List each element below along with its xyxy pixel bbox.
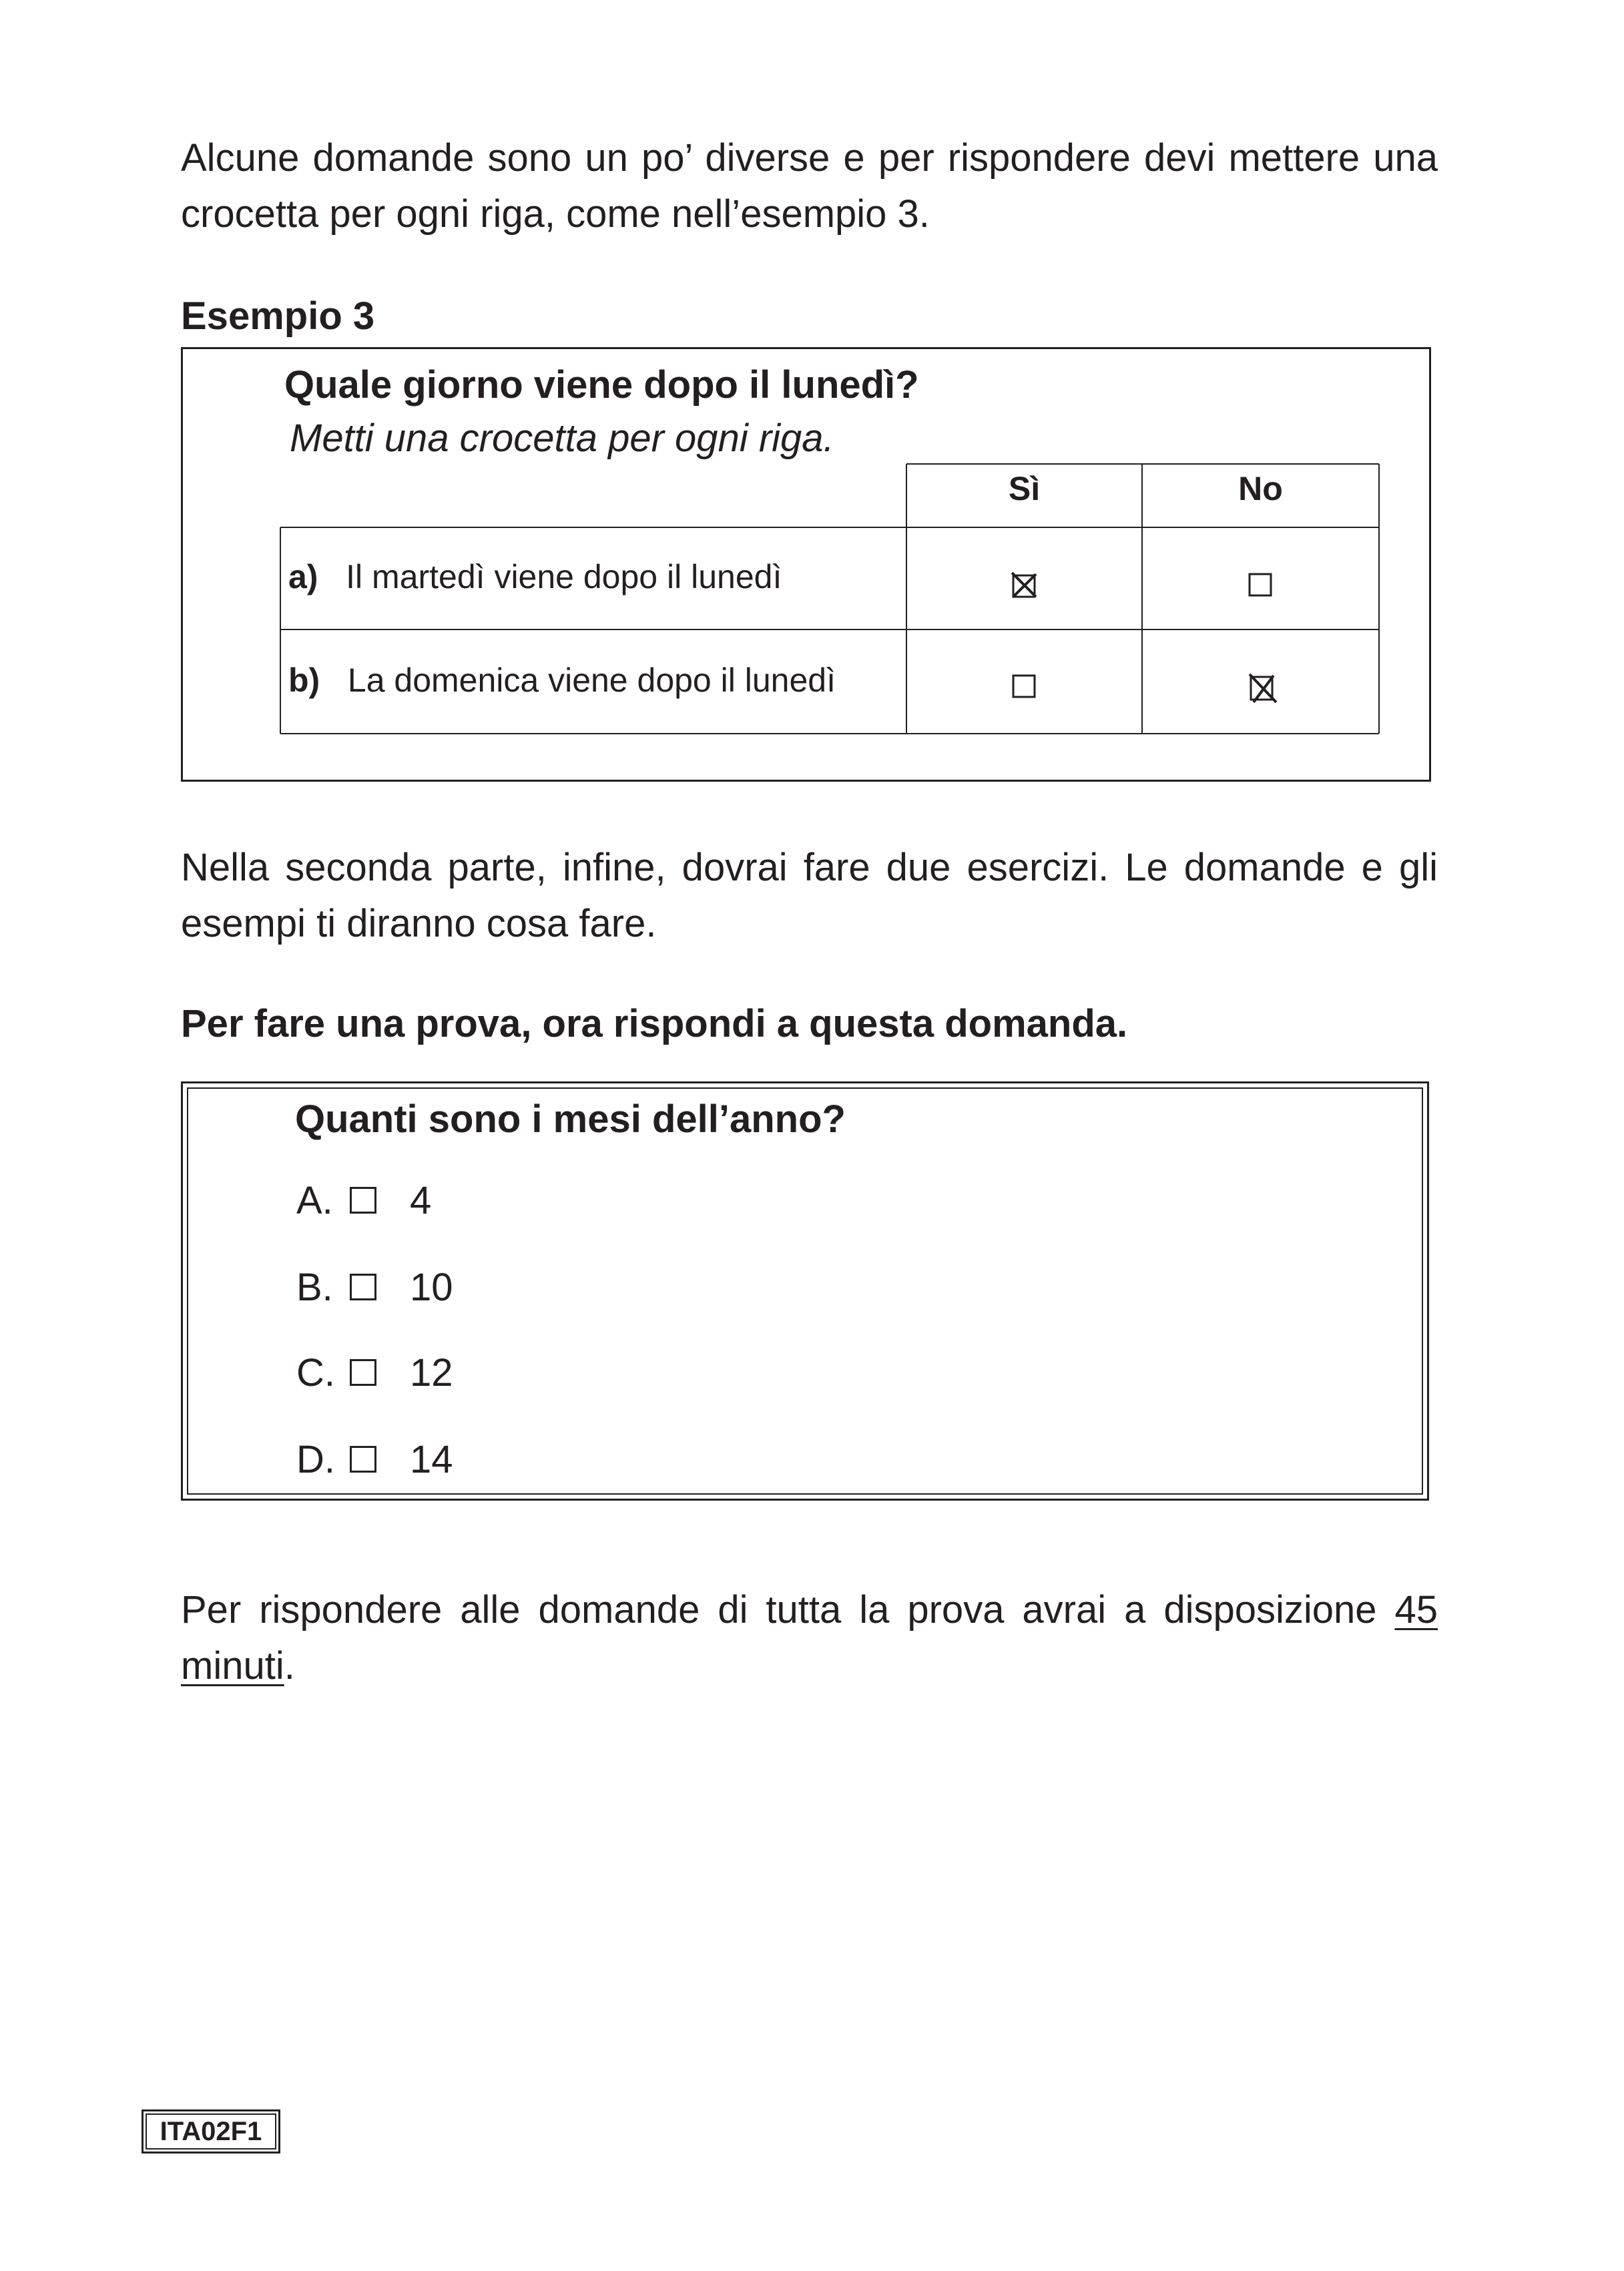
- time-limit: 45 minuti: [181, 1588, 1438, 1688]
- option-d-letter: D.: [296, 1437, 335, 1481]
- row-b-si-checkbox[interactable]: [1011, 673, 1037, 700]
- example-question: Quale giorno viene dopo il lunedì?: [284, 363, 919, 407]
- example-heading: Esempio 3: [181, 294, 375, 338]
- time-paragraph-text: Per rispondere alle domande di tutta la prova avrai a disposizione: [181, 1588, 1395, 1631]
- column-header-si: Sì: [1008, 470, 1041, 507]
- row-a-statement: [288, 557, 782, 596]
- trial-question-box: [181, 1081, 1429, 1501]
- row-b-text: La domenica viene dopo il lunedì: [347, 662, 836, 699]
- trial-question: Quanti sono i mesi dell’anno?: [295, 1097, 846, 1141]
- option-a-value: 4: [410, 1178, 432, 1222]
- row-a-text: Il martedì viene dopo il lunedì: [346, 558, 782, 595]
- option-c-checkbox[interactable]: [350, 1359, 376, 1386]
- row-b-no-checkbox-checked[interactable]: [1247, 672, 1282, 706]
- option-d[interactable]: [296, 1436, 453, 1483]
- row-b-letter: b): [288, 662, 320, 699]
- footer-code-box: [142, 2109, 280, 2154]
- option-a-letter: A.: [296, 1178, 333, 1222]
- row-b-statement: [288, 661, 836, 700]
- option-c-letter: C.: [296, 1350, 335, 1395]
- footer-code: ITA02F1: [146, 2113, 276, 2150]
- option-d-value: 14: [410, 1437, 453, 1481]
- example-instruction: Metti una crocetta per ogni riga.: [290, 417, 834, 460]
- row-a-si-checkbox-checked[interactable]: [1011, 571, 1037, 598]
- option-c-value: 12: [410, 1350, 453, 1395]
- intro-paragraph: Alcune domande sono un po’ diverse e per rispondere devi mettere una crocetta per ogni riga, come nell’esempio 3.: [181, 136, 1438, 236]
- row-a-no-checkbox[interactable]: [1247, 571, 1274, 598]
- option-c[interactable]: [296, 1349, 453, 1396]
- option-a-checkbox[interactable]: [350, 1187, 376, 1214]
- option-b-checkbox[interactable]: [350, 1274, 376, 1300]
- option-a[interactable]: [296, 1177, 431, 1224]
- option-b-letter: B.: [296, 1265, 333, 1309]
- option-b[interactable]: [296, 1264, 453, 1310]
- column-header-no: No: [1238, 470, 1283, 507]
- option-b-value: 10: [410, 1265, 453, 1309]
- trial-heading: Per fare una prova, ora rispondi a questa domanda.: [181, 1002, 1128, 1045]
- option-d-checkbox[interactable]: [350, 1446, 376, 1473]
- time-paragraph: [181, 1582, 1438, 1694]
- row-a-letter: a): [288, 558, 318, 595]
- example-box: [181, 347, 1431, 782]
- time-paragraph-end: .: [284, 1644, 295, 1688]
- second-part-paragraph: Nella seconda parte, infine, dovrai fare due esercizi. Le domande e gli esempi ti diranno cosa fare.: [181, 846, 1438, 945]
